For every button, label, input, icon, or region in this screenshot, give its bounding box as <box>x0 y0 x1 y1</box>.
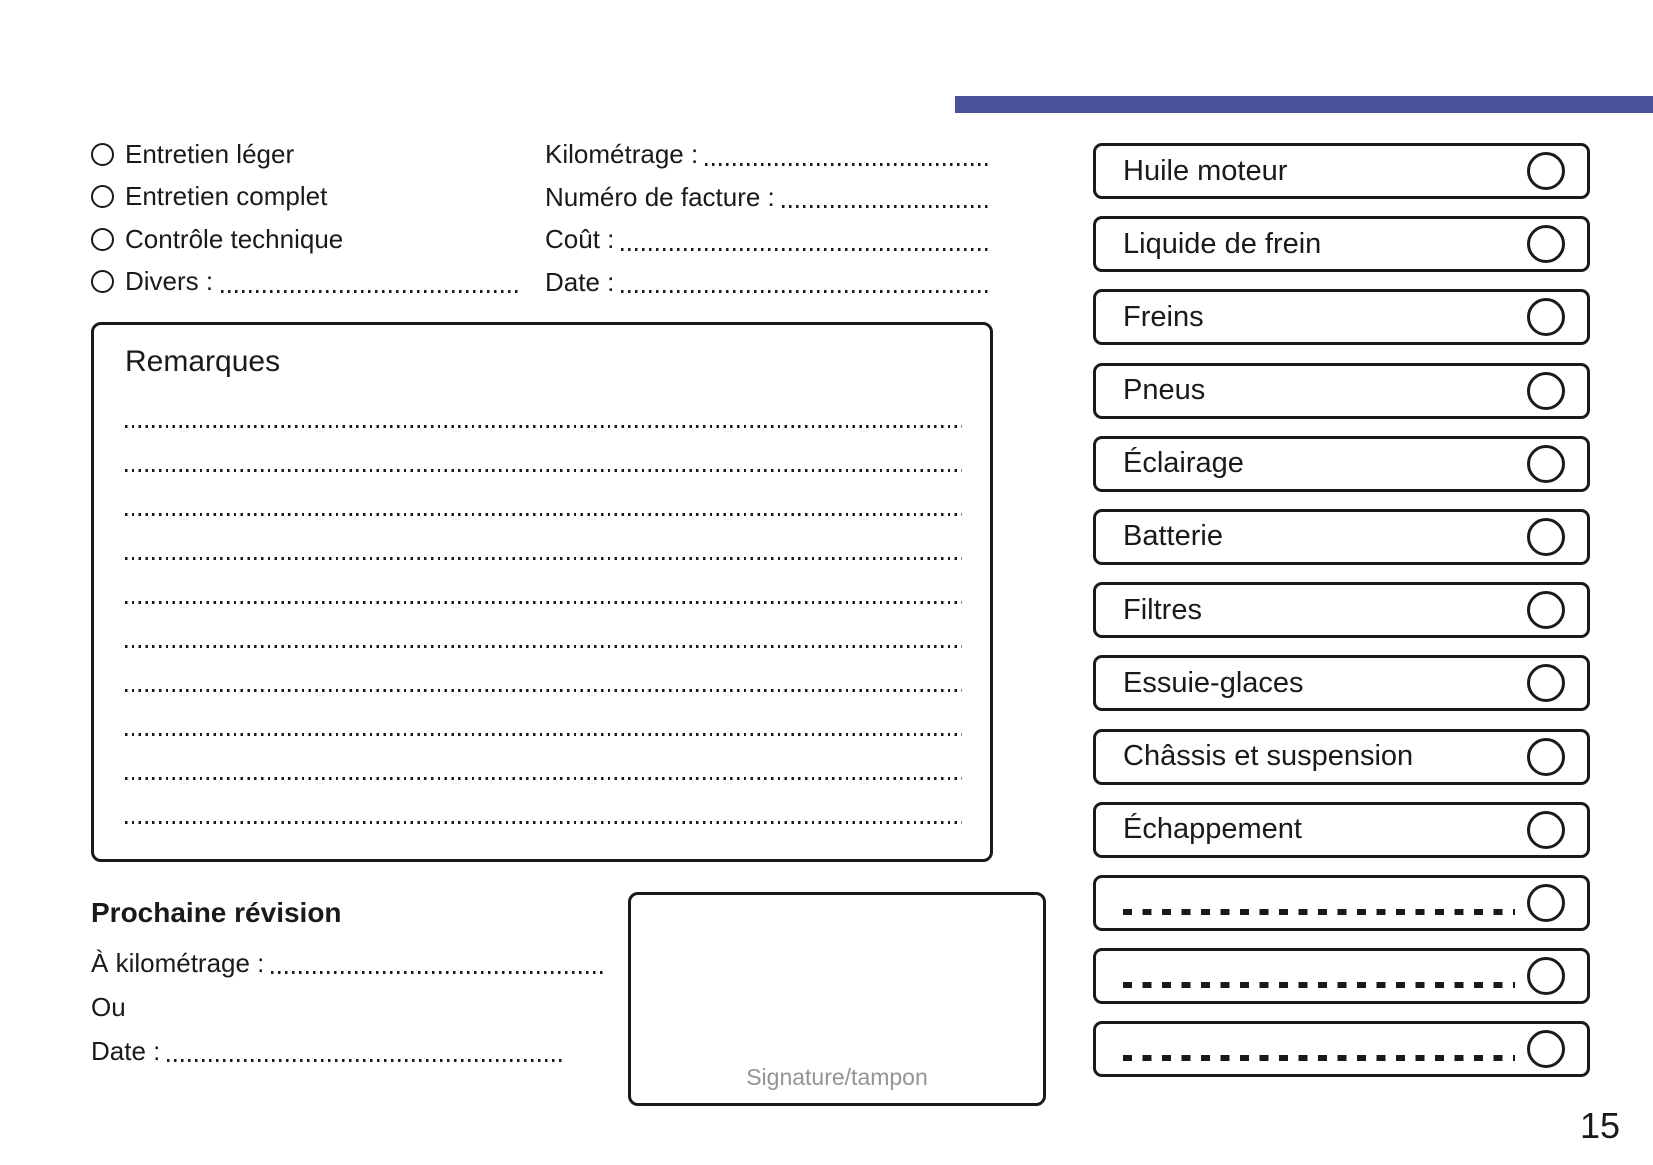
field-label: Coût : <box>545 224 615 254</box>
field-row <box>545 261 988 304</box>
checklist-item-freins <box>1093 289 1590 345</box>
next-service-date-row <box>91 1029 603 1073</box>
date-fill-in-line[interactable] <box>621 290 988 293</box>
remarks-title: Remarques <box>125 345 281 378</box>
checklist-column <box>1093 143 1590 1077</box>
check-circle[interactable] <box>1527 811 1565 849</box>
check-circle[interactable] <box>1527 152 1565 190</box>
check-circle[interactable] <box>1527 518 1565 556</box>
accent-bar <box>955 96 1653 113</box>
checklist-blank-fill-in-line[interactable] <box>1123 909 1515 915</box>
numero-facture-fill-in-line[interactable] <box>782 205 988 208</box>
radio-circle-entretien-complet[interactable] <box>91 185 114 208</box>
check-circle[interactable] <box>1527 591 1565 629</box>
signature-box[interactable] <box>628 892 1046 1106</box>
checklist-item-filtres <box>1093 582 1590 638</box>
checklist-item-liquide-de-frein <box>1093 216 1590 272</box>
checklist-item-label: Échappement <box>1123 813 1302 846</box>
check-circle[interactable] <box>1527 298 1565 336</box>
checklist-item-label: Freins <box>1123 300 1204 333</box>
remark-line[interactable] <box>125 557 962 560</box>
signature-hint: Signature/tampon <box>746 1064 928 1090</box>
checklist-item-label: Liquide de frein <box>1123 227 1322 260</box>
remark-line[interactable] <box>125 733 962 736</box>
next-service-or-row <box>91 985 603 1029</box>
check-circle[interactable] <box>1527 884 1565 922</box>
field-label: Date : <box>545 266 615 297</box>
field-label: Kilométrage : <box>545 139 699 169</box>
invoice-fields <box>545 133 988 303</box>
radio-circle-entretien-leger[interactable] <box>91 143 114 166</box>
checklist-item-blank <box>1093 948 1590 1004</box>
service-option-row <box>91 218 531 261</box>
checklist-item-huile-moteur <box>1093 143 1590 199</box>
check-circle[interactable] <box>1527 225 1565 263</box>
next-service-km-fill-in-line[interactable] <box>271 971 603 974</box>
service-option-row <box>91 133 531 176</box>
checklist-item-label: Huile moteur <box>1123 154 1288 187</box>
checklist-item-label: Batterie <box>1123 520 1223 553</box>
kilometrage-fill-in-line[interactable] <box>705 163 988 166</box>
field-row <box>545 218 988 261</box>
service-option-label: Entretien léger <box>125 138 295 169</box>
check-circle[interactable] <box>1527 738 1565 776</box>
next-service-date-fill-in-line[interactable] <box>167 1059 565 1062</box>
remark-line[interactable] <box>125 469 962 472</box>
checklist-item-label: Pneus <box>1123 374 1206 407</box>
checklist-item-pneus <box>1093 363 1590 419</box>
divers-fill-in-line[interactable] <box>221 290 521 293</box>
remarks-box[interactable] <box>91 322 993 862</box>
service-type-options <box>91 133 531 303</box>
checklist-item-essuie-glaces <box>1093 655 1590 711</box>
field-row <box>545 176 988 219</box>
check-circle[interactable] <box>1527 1030 1565 1068</box>
next-service-or-label: Ou <box>91 992 126 1022</box>
next-service-date-label: Date : <box>91 1036 161 1066</box>
service-option-label: Divers : <box>125 266 214 297</box>
check-circle[interactable] <box>1527 957 1565 995</box>
remark-line[interactable] <box>125 645 962 648</box>
checklist-item-label: Éclairage <box>1123 447 1244 480</box>
field-label: Numéro de facture : <box>545 181 775 212</box>
next-service-title: Prochaine révision <box>91 897 342 928</box>
remark-line[interactable] <box>125 777 962 780</box>
checklist-blank-fill-in-line[interactable] <box>1123 1055 1515 1061</box>
remark-line[interactable] <box>125 689 962 692</box>
next-service-km-label: À kilométrage : <box>91 948 265 978</box>
checklist-item-blank <box>1093 1021 1590 1077</box>
checklist-item-label: Essuie-glaces <box>1123 666 1304 699</box>
next-service-km-row <box>91 941 603 985</box>
remark-line[interactable] <box>125 821 962 824</box>
check-circle[interactable] <box>1527 664 1565 702</box>
next-service-section <box>91 897 603 1073</box>
radio-circle-divers[interactable] <box>91 270 114 293</box>
checklist-item-label: Châssis et suspension <box>1123 740 1414 772</box>
field-row <box>545 133 988 176</box>
checklist-item-label: Filtres <box>1123 593 1202 626</box>
service-option-row <box>91 176 531 219</box>
checklist-item-eclairage <box>1093 436 1590 492</box>
check-circle[interactable] <box>1527 372 1565 410</box>
service-option-row <box>91 261 531 304</box>
service-option-label: Contrôle technique <box>125 223 344 254</box>
checklist-item-blank <box>1093 875 1590 931</box>
remark-line[interactable] <box>125 601 962 604</box>
cout-fill-in-line[interactable] <box>621 248 988 251</box>
page-number: 15 <box>1579 1105 1620 1146</box>
checklist-item-chassis-suspension <box>1093 729 1590 785</box>
check-circle[interactable] <box>1527 445 1565 483</box>
remark-line[interactable] <box>125 513 962 516</box>
remark-line[interactable] <box>125 425 962 428</box>
checklist-item-batterie <box>1093 509 1590 565</box>
checklist-blank-fill-in-line[interactable] <box>1123 982 1515 988</box>
service-option-label: Entretien complet <box>125 181 328 212</box>
radio-circle-controle-technique[interactable] <box>91 228 114 251</box>
checklist-item-echappement <box>1093 802 1590 858</box>
